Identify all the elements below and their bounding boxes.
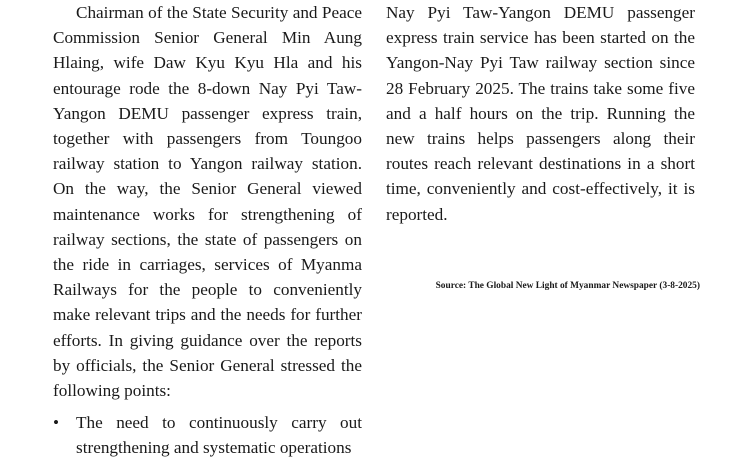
source-note: Source: The Global New Light of Myanmar Newspaper (3-8-2025) bbox=[435, 281, 700, 291]
bullet-list bbox=[53, 410, 362, 460]
left-column bbox=[53, 0, 362, 461]
right-column bbox=[386, 0, 695, 227]
article-paragraph-right: Nay Pyi Taw-Yangon DEMU passenger express train service has been started on the Yangon-Nay Pyi Taw railway section since 28 February 2025. The trains take some five and a half hours on the trip. Running the new trains helps passengers along their routes reach relevant destinations in a short time, conveniently and cost-effectively, it is reported. bbox=[386, 3, 695, 224]
bullet-marker: • bbox=[53, 413, 60, 433]
bullet-item bbox=[53, 410, 362, 460]
bullet-text: The need to continuously carry out strengthening and systematic operations bbox=[76, 413, 362, 458]
article-paragraph-left: Chairman of the State Security and Peace Commission Senior General Min Aung Hlaing, wife Daw Kyu Kyu Hla and his entourage rode the 8-down Nay Pyi Taw-Yangon DEMU passenger express train, together with passengers from Toungoo railway station to Yangon railway station. On the way, the Senior General viewed maintenance works for strengthening of railway sections, the state of passengers on the ride in carriages, services of Myanma Railways for the people to conveniently make relevant trips and the needs for further efforts. In giving guidance over the reports by officials, the Senior General stressed the following points: bbox=[53, 3, 362, 401]
